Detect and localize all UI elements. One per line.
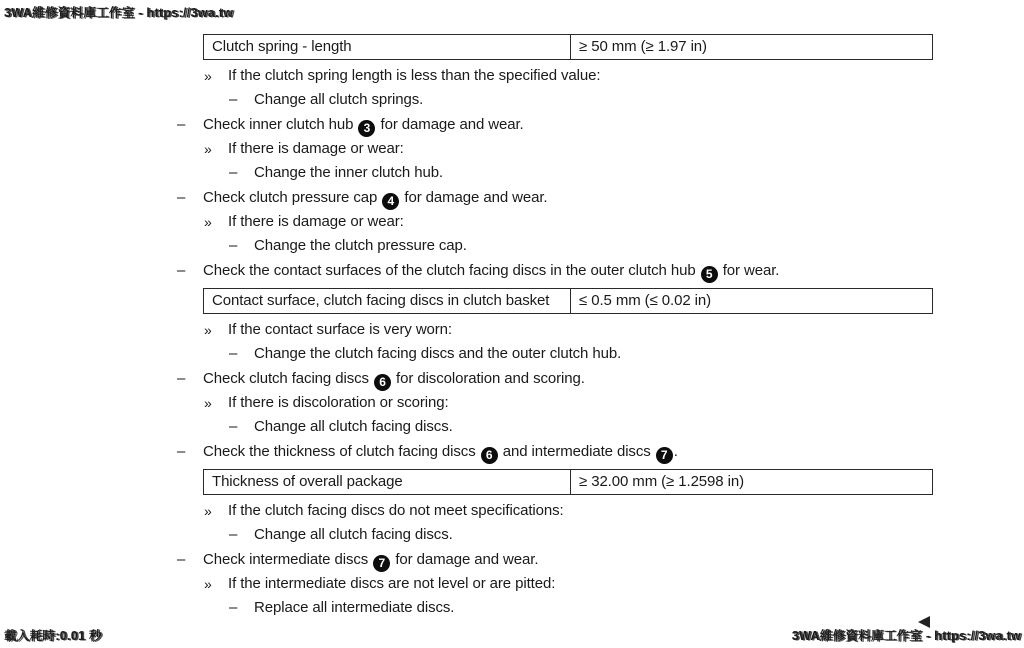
item-text: Change all clutch facing discs.	[254, 526, 453, 543]
bullet-marker: »	[204, 503, 212, 519]
item-text: If the clutch spring length is less than the specified value:	[228, 67, 601, 84]
condition-item	[0, 499, 1024, 523]
watermark-header: 3WA維修資料庫工作室 - https://3wa.tw	[4, 6, 234, 20]
item-text: Check inner clutch hub 3 for damage and wear.	[203, 116, 524, 135]
item-text: Change the clutch facing discs and the outer clutch hub.	[254, 345, 622, 362]
step-item	[0, 186, 1024, 210]
action-item	[0, 161, 1024, 185]
spec-table-label: Clutch spring - length	[204, 35, 571, 59]
condition-item	[0, 391, 1024, 415]
spec-table-value: ≥ 32.00 mm (≥ 1.2598 in)	[579, 473, 744, 490]
bullet-marker: »	[204, 576, 212, 592]
spec-table-label: Contact surface, clutch facing discs in clutch basket	[204, 289, 571, 313]
watermark-footer: 3WA維修資料庫工作室 - https://3wa.tw	[791, 629, 1021, 643]
callout-number-badge: 6	[481, 447, 498, 464]
bullet-marker: –	[177, 443, 186, 460]
spec-table-value: ≤ 0.5 mm (≤ 0.02 in)	[579, 292, 712, 309]
item-text: Replace all intermediate discs.	[254, 599, 455, 616]
action-item	[0, 415, 1024, 439]
condition-item	[0, 572, 1024, 596]
spec-table	[203, 469, 933, 495]
bullet-marker: »	[204, 68, 212, 84]
item-text: If the intermediate discs are not level or are pitted:	[228, 575, 556, 592]
bullet-marker: –	[177, 262, 186, 279]
bullet-marker: –	[229, 526, 238, 543]
item-text: Change the inner clutch hub.	[254, 164, 443, 181]
action-item	[0, 88, 1024, 112]
item-text: Check intermediate discs 7 for damage and wear.	[203, 551, 539, 570]
condition-item	[0, 137, 1024, 161]
document-body	[0, 29, 1024, 620]
item-text: Check the thickness of clutch facing discs 6 and intermediate discs 7 .	[203, 443, 678, 462]
callout-number-badge: 7	[656, 447, 673, 464]
item-text: Check clutch facing discs 6 for discoloration and scoring.	[203, 370, 585, 389]
action-item	[0, 234, 1024, 258]
bullet-marker: –	[177, 551, 186, 568]
item-text: If there is discoloration or scoring:	[228, 394, 449, 411]
spec-table	[203, 34, 933, 60]
bullet-marker: –	[229, 237, 238, 254]
item-text: Change all clutch facing discs.	[254, 418, 453, 435]
item-text: Check the contact surfaces of the clutch facing discs in the outer clutch hub 5 for wear.	[203, 262, 780, 281]
step-item	[0, 113, 1024, 137]
bullet-marker: –	[177, 189, 186, 206]
step-item	[0, 367, 1024, 391]
callout-number-badge: 4	[382, 193, 399, 210]
item-text: If there is damage or wear:	[228, 213, 404, 230]
bullet-marker: –	[229, 345, 238, 362]
spec-table-label: Thickness of overall package	[204, 470, 571, 494]
step-item	[0, 548, 1024, 572]
bullet-marker: »	[204, 141, 212, 157]
item-text: If the clutch facing discs do not meet specifications:	[228, 502, 564, 519]
item-text: Change all clutch springs.	[254, 91, 424, 108]
item-text: If the contact surface is very worn:	[228, 321, 452, 338]
condition-item	[0, 64, 1024, 88]
bullet-marker: –	[177, 116, 186, 133]
step-item	[0, 440, 1024, 464]
action-item	[0, 596, 1024, 620]
bullet-marker: –	[229, 599, 238, 616]
condition-item	[0, 318, 1024, 342]
item-text: Change the clutch pressure cap.	[254, 237, 467, 254]
item-text: If there is damage or wear:	[228, 140, 404, 157]
callout-number-badge: 6	[374, 374, 391, 391]
footer-load-time: 載入耗時:0.01 秒	[4, 629, 102, 643]
bullet-marker: »	[204, 214, 212, 230]
spec-table-value: ≥ 50 mm (≥ 1.97 in)	[579, 38, 707, 55]
callout-number-badge: 3	[358, 120, 375, 137]
callout-number-badge: 7	[373, 555, 390, 572]
bullet-marker: –	[177, 370, 186, 387]
bullet-marker: –	[229, 164, 238, 181]
step-item	[0, 259, 1024, 283]
action-item	[0, 342, 1024, 366]
bullet-marker: –	[229, 418, 238, 435]
action-item	[0, 523, 1024, 547]
bullet-marker: –	[229, 91, 238, 108]
bullet-marker: »	[204, 322, 212, 338]
bullet-marker: »	[204, 395, 212, 411]
item-text: Check clutch pressure cap 4 for damage and wear.	[203, 189, 548, 208]
condition-item	[0, 210, 1024, 234]
callout-number-badge: 5	[701, 266, 718, 283]
spec-table	[203, 288, 933, 314]
